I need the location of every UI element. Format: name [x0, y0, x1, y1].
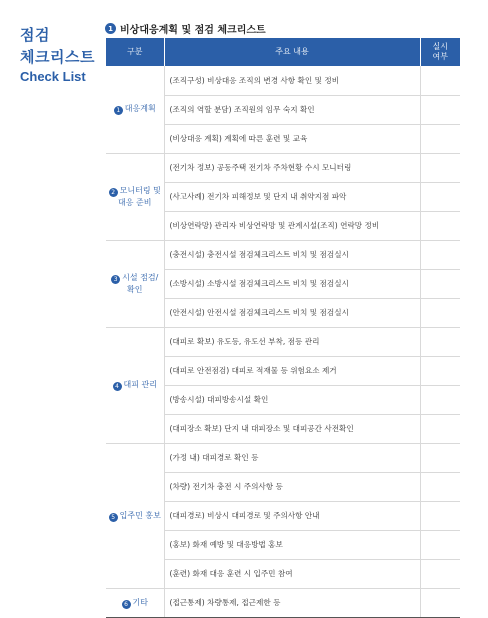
category-cell	[106, 443, 164, 588]
checklist-item: (방송시설) 대피방송시설 확인	[164, 385, 420, 414]
category-cell	[106, 327, 164, 443]
checklist-item: (조직의 역할 분담) 조직원의 임무 숙지 확인	[164, 95, 420, 124]
side-title-english: Check List	[20, 69, 86, 84]
checklist-item: (대피장소 확보) 단지 내 대피장소 및 대피공간 사전확인	[164, 414, 420, 443]
category-label: 기타	[132, 597, 148, 607]
checklist-item: (소방시설) 소방시설 점검체크리스트 비치 및 점검실시	[164, 269, 420, 298]
check-cell[interactable]	[420, 240, 460, 269]
section-title-text: 비상대응계획 및 점검 체크리스트	[120, 25, 266, 36]
side-title-line1: 점검	[20, 26, 50, 44]
table-row	[106, 443, 460, 472]
category-label: 입주민 홍보	[119, 510, 161, 520]
table-row	[106, 588, 460, 617]
check-cell[interactable]	[420, 211, 460, 240]
checklist-item: (접근통제) 차량통제, 접근제한 등	[164, 588, 420, 617]
category-label: 시설 점검/ 확인	[122, 273, 159, 294]
category-cell	[106, 240, 164, 327]
category-label: 모니터링 및 대응 준비	[118, 186, 161, 207]
checklist-item: (사고사례) 전기차 피해정보 및 단지 내 취약지점 파악	[164, 182, 420, 211]
check-cell[interactable]	[420, 153, 460, 182]
check-cell[interactable]	[420, 588, 460, 617]
table-body	[106, 66, 460, 617]
category-cell	[106, 588, 164, 617]
checklist-item: (안전시설) 안전시설 점검체크리스트 비치 및 점검실시	[164, 298, 420, 327]
check-cell[interactable]	[420, 530, 460, 559]
checklist-item: (훈련) 화재 대응 훈련 시 입주민 참여	[164, 559, 420, 588]
check-cell[interactable]	[420, 472, 460, 501]
side-title	[20, 24, 115, 86]
checklist-item: (충전시설) 충전시설 점검체크리스트 비치 및 점검실시	[164, 240, 420, 269]
category-number-badge: 3	[111, 275, 120, 284]
table-row	[106, 240, 460, 269]
header-check: 실시 여부	[420, 38, 460, 66]
category-number-badge: 6	[122, 600, 131, 609]
checklist-item: (전기차 정보) 공동주택 전기차 주차현황 수시 모니터링	[164, 153, 420, 182]
header-category: 구분	[106, 38, 164, 66]
checklist-item: (가정 내) 대피경로 확인 등	[164, 443, 420, 472]
check-cell[interactable]	[420, 385, 460, 414]
check-cell[interactable]	[420, 66, 460, 95]
check-cell[interactable]	[420, 95, 460, 124]
section-number-badge: 1	[105, 23, 116, 34]
category-label: 대피 관리	[123, 380, 157, 389]
table-row	[106, 66, 460, 95]
checklist-table	[106, 38, 460, 618]
check-cell[interactable]	[420, 414, 460, 443]
category-label: 대응계획	[124, 104, 156, 114]
checklist-item: (홍보) 화재 예방 및 대응방법 홍보	[164, 530, 420, 559]
check-cell[interactable]	[420, 559, 460, 588]
table-row	[106, 327, 460, 356]
checklist-item: (조직구성) 비상대응 조직의 변경 사항 확인 및 정비	[164, 66, 420, 95]
check-cell[interactable]	[420, 298, 460, 327]
check-cell[interactable]	[420, 269, 460, 298]
category-number-badge: 5	[109, 513, 118, 522]
checklist-item: (비상대응 계획) 계획에 따른 훈련 및 교육	[164, 124, 420, 153]
checklist-item: (대피로 확보) 유도등, 유도선 부착, 점등 관리	[164, 327, 420, 356]
header-content: 주요 내용	[164, 38, 420, 66]
category-cell	[106, 153, 164, 240]
check-cell[interactable]	[420, 356, 460, 385]
check-cell[interactable]	[420, 182, 460, 211]
table-row	[106, 153, 460, 182]
side-title-line2: 체크리스트	[20, 48, 95, 66]
table-header-row	[106, 38, 460, 66]
section-title	[105, 21, 266, 36]
category-number-badge: 2	[109, 188, 118, 197]
checklist-item: (비상연락망) 관리자 비상연락망 및 관계시설(조직) 연락망 정비	[164, 211, 420, 240]
check-cell[interactable]	[420, 443, 460, 472]
check-cell[interactable]	[420, 327, 460, 356]
category-number-badge: 1	[114, 106, 123, 115]
checklist-item: (대피경로) 비상시 대피경로 및 주의사항 안내	[164, 501, 420, 530]
check-cell[interactable]	[420, 124, 460, 153]
category-number-badge: 4	[113, 382, 122, 391]
check-cell[interactable]	[420, 501, 460, 530]
checklist-item: (차량) 전기차 충전 시 주의사항 등	[164, 472, 420, 501]
category-cell	[106, 66, 164, 153]
checklist-item: (대피로 안전점검) 대피로 적재물 등 위험요소 제거	[164, 356, 420, 385]
